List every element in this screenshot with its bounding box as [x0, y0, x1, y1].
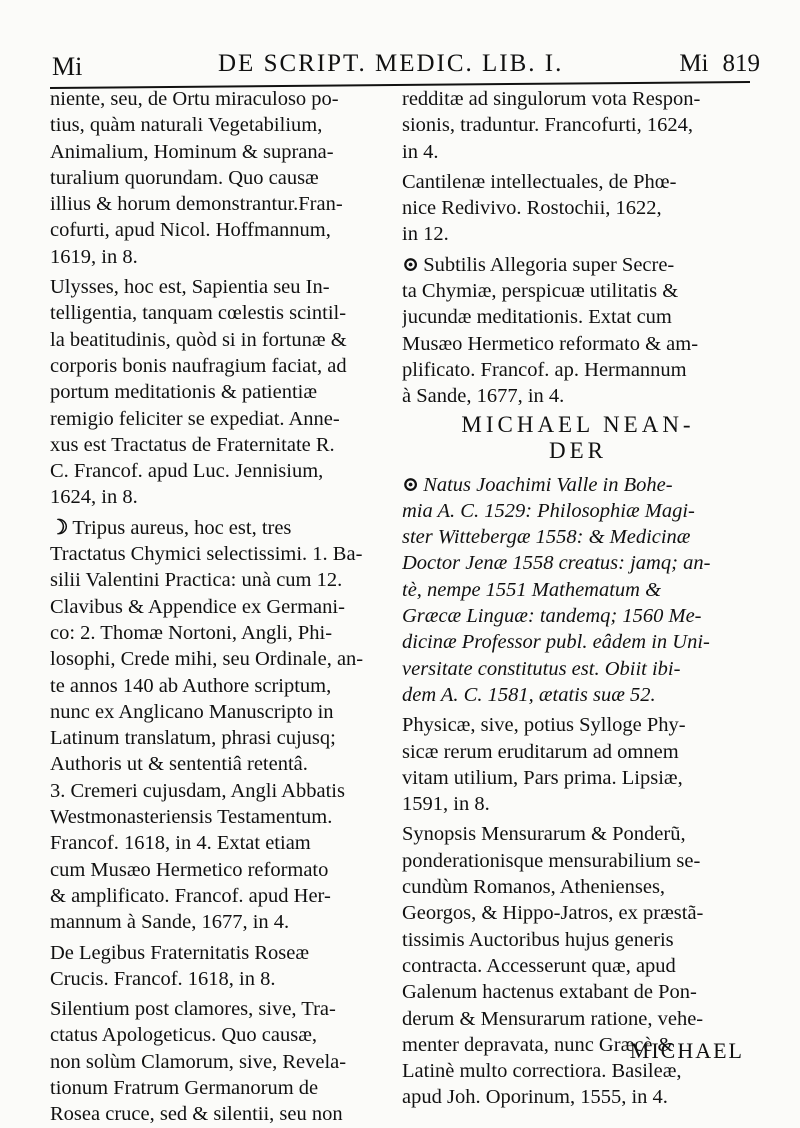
text-line — [402, 739, 754, 765]
text-line — [50, 406, 390, 432]
right-column — [402, 86, 754, 1111]
text-line-content: silii Valentini Practica: unà cum 12. — [50, 569, 343, 592]
text-line — [50, 353, 390, 379]
text-line-content: menter depravata, nunc Græcè & — [402, 1033, 674, 1056]
text-line — [50, 567, 390, 593]
entry-paragraph — [50, 515, 390, 936]
text-line — [50, 751, 390, 777]
text-line — [402, 169, 754, 195]
text-line-content: ponderationisque mensurabilium se- — [402, 849, 701, 872]
text-line-content: dem A. C. 1581, ætatis suæ 52. — [402, 683, 656, 706]
text-line — [50, 541, 390, 567]
text-line — [402, 682, 754, 708]
text-line-content: Rosea cruce, sed & silentii, seu non — [50, 1103, 343, 1126]
text-line-content: sicæ rerum eruditarum ad omnem — [402, 740, 679, 763]
text-line-content: in 4. — [402, 140, 439, 163]
text-line — [402, 221, 754, 247]
text-line — [402, 927, 754, 953]
text-line — [402, 874, 754, 900]
alchemical-symbol-icon: ☽ — [50, 516, 69, 539]
text-line — [402, 304, 754, 330]
text-line-content: niente, seu, de Ortu miraculoso po- — [50, 88, 339, 110]
text-line — [50, 940, 390, 966]
text-line-content: Latinum translatum, phrasi cujusq; — [50, 727, 336, 750]
right-column-entries-bottom — [402, 472, 754, 1111]
text-line-content: Subtilis Allegoria super Secre- — [423, 253, 675, 276]
text-line — [50, 458, 390, 484]
text-line-content: Crucis. Francof. 1618, in 8. — [50, 967, 276, 990]
text-line — [402, 712, 754, 738]
text-line-content: tè, nempe 1551 Mathematum & — [402, 578, 662, 601]
text-line-content: C. Francof. apud Luc. Jennisium, — [50, 460, 324, 483]
text-line — [50, 112, 390, 138]
text-line — [50, 620, 390, 646]
text-line — [50, 217, 390, 243]
entry-paragraph — [402, 712, 754, 817]
text-line — [50, 830, 390, 856]
text-line — [50, 699, 390, 725]
text-line-content: xus est Tractatus de Fraternitate R. — [50, 433, 335, 456]
text-line — [402, 498, 754, 524]
text-line — [50, 673, 390, 699]
text-line-content: la beatitudinis, quòd si in fortunæ & — [50, 328, 347, 351]
entry-paragraph — [402, 821, 754, 1110]
text-line — [402, 791, 754, 817]
entry-paragraph — [402, 252, 754, 410]
text-line-content: Natus Joachimi Valle in Bohe- — [423, 473, 673, 496]
text-line — [402, 821, 754, 847]
text-line-content: cundùm Romanos, Athenienses, — [402, 876, 666, 899]
text-line — [402, 331, 754, 357]
text-line — [50, 725, 390, 751]
text-line — [50, 804, 390, 830]
text-line — [402, 112, 754, 138]
text-line-content: De Legibus Fraternitatis Roseæ — [50, 941, 310, 964]
text-line — [50, 327, 390, 353]
text-line-content: mia A. C. 1529: Philosophiæ Magi- — [402, 499, 695, 522]
text-line-content: Silentium post clamores, sive, Tra- — [50, 998, 336, 1021]
header-right — [679, 50, 760, 78]
text-line — [402, 86, 754, 112]
text-line — [50, 86, 390, 112]
text-line — [402, 765, 754, 791]
entry-paragraph — [50, 86, 390, 270]
text-line-content: Latinè multo correctiora. Basileæ, — [402, 1060, 682, 1083]
text-line — [402, 252, 754, 278]
text-line — [402, 979, 754, 1005]
header-title: DE SCRIPT. MEDIC. LIB. I. — [218, 50, 564, 77]
text-line-content: losophi, Crede mihi, seu Ordinale, an- — [50, 648, 364, 671]
text-line — [50, 484, 390, 510]
text-line-content: Galenum hactenus extabant de Pon- — [402, 981, 697, 1004]
text-line-content: te annos 140 ab Authore scriptum, — [50, 674, 332, 697]
text-line-content: Animalium, Hominum & suprana- — [50, 140, 334, 163]
text-line — [402, 900, 754, 926]
alchemical-symbol-icon: ⊙ — [402, 473, 420, 496]
text-line-content: jucundæ meditationis. Extat cum — [402, 306, 672, 329]
text-line-content: nice Redivivo. Rostochii, 1622, — [402, 197, 662, 220]
text-line — [50, 594, 390, 620]
text-line-content: ta Chymiæ, perspicuæ utilitatis & — [402, 280, 679, 303]
text-line-content: vitam utilium, Pars prima. Lipsiæ, — [402, 766, 683, 789]
text-line — [402, 953, 754, 979]
text-line — [402, 629, 754, 655]
text-line-content: Synopsis Mensurarum & Ponderũ, — [402, 823, 686, 846]
text-line — [50, 857, 390, 883]
text-line-content: & amplificato. Francof. apud Her- — [50, 884, 331, 907]
text-line-content: cum Musæo Hermetico reformato — [50, 858, 329, 881]
text-line-content: 1591, in 8. — [402, 793, 490, 816]
entry-paragraph — [402, 86, 754, 165]
entry-paragraph — [50, 940, 390, 993]
text-line-content: Græcæ Linguæ: tandemq; 1560 Me- — [402, 605, 702, 628]
text-line — [402, 550, 754, 576]
text-line-content: nunc ex Anglicano Manuscripto in — [50, 700, 334, 723]
text-line-content: cofurti, apud Nicol. Hoffmannum, — [50, 219, 331, 242]
text-line-content: Physicæ, sive, potius Sylloge Phy- — [402, 714, 686, 737]
text-line — [50, 996, 390, 1022]
text-line-content: derum & Mensurarum ratione, vehe- — [402, 1007, 704, 1030]
text-line — [50, 191, 390, 217]
text-line-content: 3. Cremeri cujusdam, Angli Abbatis — [50, 779, 345, 802]
text-line-content: Cantilenæ intellectuales, de Phœ- — [402, 170, 677, 193]
text-line-content: Georgos, & Hippo-Jatros, ex præstã- — [402, 902, 704, 925]
text-line — [402, 656, 754, 682]
text-line-content: apud Joh. Oporinum, 1555, in 4. — [402, 1086, 668, 1109]
text-line — [402, 848, 754, 874]
text-line — [50, 1075, 390, 1101]
text-line-content: telligentia, tanquam cœlestis scintil- — [50, 302, 347, 325]
text-line-content: corporis bonis naufragium faciat, ad — [50, 354, 347, 377]
text-line — [402, 139, 754, 165]
text-line — [402, 357, 754, 383]
text-line-content: tius, quàm naturali Vegetabilium, — [50, 114, 323, 137]
page-number: 819 — [722, 50, 760, 77]
text-line — [50, 646, 390, 672]
alchemical-symbol-icon: ⊙ — [402, 253, 420, 276]
text-line — [50, 139, 390, 165]
text-line — [50, 1049, 390, 1075]
text-line-content: mannum à Sande, 1677, in 4. — [50, 911, 290, 934]
text-line-content: Clavibus & Appendice ex Germani- — [50, 595, 345, 618]
text-line — [50, 432, 390, 458]
text-line — [50, 274, 390, 300]
text-line-content: 1624, in 8. — [50, 486, 138, 509]
text-line-content: 1619, in 8. — [50, 245, 138, 268]
text-line — [402, 195, 754, 221]
text-line-content: plificato. Francof. ap. Hermannum — [402, 358, 687, 381]
text-line-content: Tripus aureus, hoc est, tres — [72, 516, 292, 539]
text-line — [50, 165, 390, 191]
text-line — [50, 244, 390, 270]
text-line — [402, 383, 754, 409]
text-line — [402, 1006, 754, 1032]
text-line-content: ctatus Apologeticus. Quo causæ, — [50, 1024, 318, 1047]
text-line — [50, 515, 390, 541]
right-column-entries-top — [402, 86, 754, 410]
text-line — [402, 577, 754, 603]
text-line-content: redditæ ad singulorum vota Respon- — [402, 88, 701, 110]
text-line-content: remigio feliciter se expediat. Anne- — [50, 407, 340, 430]
text-line-content: Doctor Jenæ 1558 creatus: jamq; an- — [402, 552, 711, 575]
text-line-content: in 12. — [402, 223, 449, 246]
text-line-content: Westmonasteriensis Testamentum. — [50, 806, 333, 829]
catchword: MICHAEL — [629, 1038, 744, 1063]
text-line-content: Francof. 1618, in 4. Extat etiam — [50, 832, 311, 855]
text-line-content: co: 2. Thomæ Nortoni, Angli, Phi- — [50, 621, 333, 644]
text-line-content: contracta. Accesserunt quæ, apud — [402, 954, 676, 977]
text-line — [50, 966, 390, 992]
text-line-content: non solùm Clamorum, sive, Revela- — [50, 1050, 347, 1073]
entry-paragraph — [402, 169, 754, 248]
text-line-content: Tractatus Chymici selectissimi. 1. Ba- — [50, 543, 363, 566]
text-line-content: versitate constitutus est. Obiit ibi- — [402, 657, 681, 680]
header-right-guideword: Mi — [679, 50, 709, 77]
text-line-content: sionis, traduntur. Francofurti, 1624, — [402, 114, 693, 137]
text-line-content: tionum Fratrum Germanorum de — [50, 1076, 319, 1099]
text-line — [50, 300, 390, 326]
text-line — [50, 1022, 390, 1048]
text-line — [50, 883, 390, 909]
text-line-content: illius & horum demonstrantur.Fran- — [50, 193, 343, 216]
text-line-content: Ulysses, hoc est, Sapientia seu In- — [50, 276, 330, 299]
text-line-content: Authoris ut & sententiâ retentâ. — [50, 753, 308, 776]
text-line — [402, 1084, 754, 1110]
text-line — [402, 472, 754, 498]
text-line — [50, 778, 390, 804]
entry-paragraph — [50, 274, 390, 511]
entry-paragraph — [402, 472, 754, 709]
text-line — [50, 1101, 390, 1127]
running-header — [48, 46, 760, 86]
text-line-content: à Sande, 1677, in 4. — [402, 385, 565, 408]
text-line — [50, 379, 390, 405]
text-line-content: tissimis Auctoribus hujus generis — [402, 928, 674, 951]
heading-line: DER — [549, 437, 607, 463]
header-left-guideword: Mi — [52, 52, 83, 81]
text-line — [402, 603, 754, 629]
text-line-content: portum meditationis & patientiæ — [50, 381, 318, 404]
heading-line: MICHAEL NEAN- — [461, 411, 695, 437]
text-line — [402, 524, 754, 550]
text-line-content: Musæo Hermetico reformato & am- — [402, 332, 699, 355]
entry-paragraph — [50, 996, 390, 1127]
text-line-content: turalium quorundam. Quo causæ — [50, 166, 319, 189]
text-line — [402, 278, 754, 304]
text-line-content: ster Wittebergæ 1558: & Medicinæ — [402, 526, 691, 549]
text-line — [50, 909, 390, 935]
left-column — [50, 86, 390, 1128]
author-heading — [402, 412, 754, 464]
text-line-content: dicinæ Professor publ. eâdem in Uni- — [402, 631, 710, 654]
